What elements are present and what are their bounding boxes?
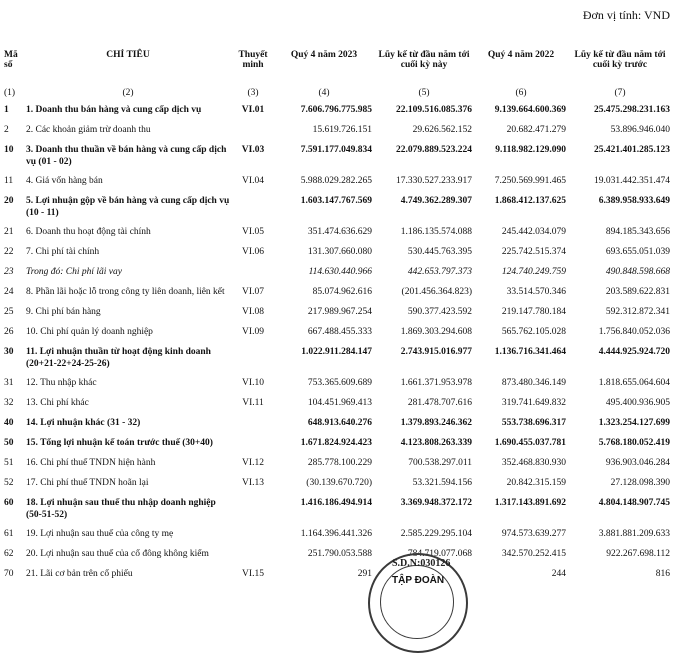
value-q4-2022: 245.442.034.079 [501, 227, 566, 237]
header-luy-ke-2022: Lũy kế từ đầu năm tới cuối kỳ trước [574, 50, 666, 70]
income-statement-table [2, 50, 672, 586]
row-note [232, 415, 274, 435]
row-note [232, 546, 274, 566]
value-luy-ke-2022: 5.768.180.052.419 [598, 438, 670, 448]
value-luy-ke-2023: 1.869.303.294.608 [400, 327, 472, 337]
row-code: 20 [4, 196, 14, 206]
row-label: 6. Doanh thu hoạt động tài chính [26, 227, 151, 237]
row-label: 17. Chi phí thuế TNDN hoãn lại [26, 478, 149, 488]
column-index-row [2, 88, 672, 102]
row-label: 7. Chi phí tài chính [26, 247, 100, 257]
row-note: VI.07 [242, 287, 264, 297]
table-row [2, 566, 672, 586]
column-index: (2) [122, 88, 134, 98]
value-q4-2022: 342.570.252.415 [501, 549, 566, 559]
row-label: 2. Các khoản giảm trừ doanh thu [26, 125, 151, 135]
row-note: VI.08 [242, 307, 264, 317]
row-label: 11. Lợi nhuận thuần từ hoạt động kinh doanh (20+21-22+24-25-26) [26, 347, 211, 369]
value-q4-2023: 104.451.969.413 [307, 398, 372, 408]
row-code: 31 [4, 378, 14, 388]
row-note: VI.11 [242, 398, 264, 408]
value-luy-ke-2022: 6.389.958.933.649 [598, 196, 670, 206]
table-row [2, 475, 672, 495]
value-q4-2023: 648.913.640.276 [307, 418, 372, 428]
seal-company-name: TẬP ĐOÀN [392, 575, 445, 586]
value-q4-2023: 15.619.726.151 [312, 125, 372, 135]
value-luy-ke-2022: 490.848.598.668 [605, 267, 670, 277]
row-label: 1. Doanh thu bán hàng và cung cấp dịch vụ [26, 105, 202, 115]
header-chi-tieu: CHỈ TIÊU [106, 50, 150, 60]
row-note: VI.10 [242, 378, 264, 388]
value-luy-ke-2023: 442.653.797.373 [407, 267, 472, 277]
table-row [2, 244, 672, 264]
row-label: 12. Thu nhập khác [26, 378, 97, 388]
row-code: 70 [4, 569, 14, 579]
table-row [2, 435, 672, 455]
row-code: 2 [4, 125, 9, 135]
value-luy-ke-2022: 25.475.298.231.163 [594, 105, 670, 115]
header-q4-2022: Quý 4 năm 2022 [487, 50, 555, 60]
value-q4-2023: 285.778.100.229 [307, 458, 372, 468]
value-luy-ke-2022: 816 [655, 569, 670, 579]
header-ma-so: Mã số [4, 50, 18, 70]
value-luy-ke-2022: 693.655.051.039 [605, 247, 670, 257]
value-luy-ke-2022: 894.185.343.656 [605, 227, 670, 237]
value-q4-2022: 124.740.249.759 [501, 267, 566, 277]
value-q4-2022: 20.842.315.159 [506, 478, 566, 488]
row-code: 26 [4, 327, 14, 337]
table-row [2, 102, 672, 122]
seal-arc-text: S.D.N:030126 [392, 558, 451, 569]
row-code: 50 [4, 438, 14, 448]
row-code: 10 [4, 145, 14, 155]
row-note [232, 264, 274, 284]
row-note: VI.09 [242, 327, 264, 337]
value-q4-2022: 1.868.412.137.625 [494, 196, 566, 206]
value-q4-2022: 974.573.639.277 [501, 529, 566, 539]
value-luy-ke-2022: 1.323.254.127.699 [598, 418, 670, 428]
table-row [2, 344, 672, 375]
row-label: 16. Chi phí thuế TNDN hiện hành [26, 458, 156, 468]
value-luy-ke-2023: 1.661.371.953.978 [400, 378, 472, 388]
row-code: 40 [4, 418, 14, 428]
row-note: VI.03 [241, 145, 265, 155]
table-row [2, 304, 672, 324]
value-luy-ke-2023: 22.079.889.523.224 [396, 145, 472, 155]
value-luy-ke-2022: 4.804.148.907.745 [598, 498, 670, 508]
value-q4-2022: 9.139.664.600.369 [494, 105, 566, 115]
value-luy-ke-2022: 4.444.925.924.720 [598, 347, 670, 357]
value-luy-ke-2022: 936.903.046.284 [605, 458, 670, 468]
row-note [232, 344, 274, 375]
value-q4-2023: 7.606.796.775.985 [300, 105, 372, 115]
row-code: 30 [4, 347, 14, 357]
table-row [2, 324, 672, 344]
value-q4-2022: 20.682.471.279 [506, 125, 566, 135]
row-code: 60 [4, 498, 14, 508]
row-code: 51 [4, 458, 14, 468]
value-q4-2023: 114.630.440.966 [308, 267, 372, 277]
value-q4-2023: 5.988.029.282.265 [300, 176, 372, 186]
value-q4-2023: 131.307.660.080 [307, 247, 372, 257]
value-luy-ke-2023: 590.377.423.592 [407, 307, 472, 317]
value-q4-2022: 33.514.570.346 [506, 287, 566, 297]
value-luy-ke-2022: 19.031.442.351.474 [594, 176, 670, 186]
value-q4-2023: 85.074.962.616 [312, 287, 372, 297]
value-luy-ke-2023: 2.743.915.016.977 [400, 347, 472, 357]
value-luy-ke-2023: 17.330.527.233.917 [396, 176, 472, 186]
row-label: 21. Lãi cơ bản trên cổ phiếu [26, 569, 133, 579]
table-header [2, 50, 672, 102]
row-code: 61 [4, 529, 14, 539]
row-label: 3. Doanh thu thuần về bán hàng và cung cấp dịch vụ (01 - 02) [26, 145, 227, 167]
row-note: VI.01 [241, 105, 265, 115]
value-q4-2023: 351.474.636.629 [307, 227, 372, 237]
value-luy-ke-2022: 53.896.946.040 [610, 125, 670, 135]
value-q4-2022: 219.147.780.184 [501, 307, 566, 317]
value-luy-ke-2023: 1.186.135.574.088 [400, 227, 472, 237]
value-q4-2023: 251.790.053.588 [307, 549, 372, 559]
row-note: VI.05 [242, 227, 264, 237]
row-code: 23 [4, 267, 14, 277]
value-luy-ke-2023: 3.369.948.372.172 [400, 498, 472, 508]
value-q4-2022: 244 [551, 569, 566, 579]
table-row [2, 526, 672, 546]
value-luy-ke-2022: 495.400.936.905 [605, 398, 670, 408]
row-note: VI.04 [242, 176, 264, 186]
value-luy-ke-2023: 700.538.297.011 [408, 458, 472, 468]
row-code: 1 [4, 105, 9, 115]
row-code: 24 [4, 287, 14, 297]
row-note [232, 526, 274, 546]
value-q4-2022: 1.690.455.037.781 [494, 438, 566, 448]
table-row [2, 395, 672, 415]
table-row [2, 224, 672, 244]
row-note: VI.12 [242, 458, 264, 468]
row-note: VI.13 [242, 478, 264, 488]
value-luy-ke-2023: 29.626.562.152 [412, 125, 472, 135]
value-q4-2023: 667.488.455.333 [307, 327, 372, 337]
table-row [2, 142, 672, 173]
row-code: 52 [4, 478, 14, 488]
row-code: 32 [4, 398, 14, 408]
value-luy-ke-2022: 25.421.401.285.123 [594, 145, 670, 155]
value-luy-ke-2023: 4.749.362.289.307 [400, 196, 472, 206]
row-label: 19. Lợi nhuận sau thuế của công ty mẹ [26, 529, 174, 539]
row-note [232, 193, 274, 224]
value-luy-ke-2023: 281.478.707.616 [407, 398, 472, 408]
column-index: (7) [614, 88, 626, 98]
row-code: 62 [4, 549, 14, 559]
column-index: (1) [4, 88, 16, 98]
table-row [2, 455, 672, 475]
row-label: Trong đó: Chi phí lãi vay [26, 267, 122, 277]
table-row [2, 173, 672, 193]
table-row [2, 546, 672, 566]
row-code: 11 [4, 176, 14, 186]
column-index: (4) [318, 88, 330, 98]
table-row [2, 284, 672, 304]
value-q4-2022: 873.480.346.149 [501, 378, 566, 388]
column-index: (3) [247, 88, 259, 98]
row-note: VI.06 [242, 247, 264, 257]
row-note: VI.15 [242, 569, 264, 579]
row-label: 9. Chi phí bán hàng [26, 307, 101, 317]
table-row [2, 375, 672, 395]
value-q4-2022: 7.250.569.991.465 [494, 176, 566, 186]
value-luy-ke-2022: 1.818.655.064.604 [598, 378, 670, 388]
value-luy-ke-2022: 27.128.098.390 [610, 478, 670, 488]
table-body [2, 102, 672, 586]
row-note [232, 435, 274, 455]
value-q4-2022: 1.317.143.891.692 [494, 498, 566, 508]
value-q4-2022: 225.742.515.374 [501, 247, 566, 257]
row-label: 8. Phần lãi hoặc lỗ trong công ty liên doanh, liên kết [26, 287, 225, 297]
value-luy-ke-2023: 784.719.077.068 [407, 549, 472, 559]
header-q4-2023: Quý 4 năm 2023 [290, 50, 358, 60]
row-note [232, 122, 274, 142]
value-q4-2022: 9.118.982.129.090 [495, 145, 566, 155]
value-q4-2022: 1.136.716.341.464 [494, 347, 566, 357]
value-q4-2023: 291 [357, 569, 372, 579]
value-luy-ke-2023: 2.585.229.295.104 [400, 529, 472, 539]
value-q4-2023: 1.603.147.767.569 [300, 196, 372, 206]
value-q4-2023: 7.591.177.049.834 [300, 145, 372, 155]
row-label: 15. Tổng lợi nhuận kế toán trước thuế (30+40) [26, 438, 213, 448]
table-row [2, 264, 672, 284]
value-q4-2022: 553.738.696.317 [501, 418, 566, 428]
row-code: 25 [4, 307, 14, 317]
row-code: 21 [4, 227, 14, 237]
row-label: 13. Chi phí khác [26, 398, 89, 408]
value-q4-2023: 1.164.396.441.326 [300, 529, 372, 539]
table-row [2, 415, 672, 435]
column-index: (6) [515, 88, 527, 98]
value-q4-2022: 319.741.649.832 [501, 398, 566, 408]
row-code: 22 [4, 247, 14, 257]
row-label: 18. Lợi nhuận sau thuế thu nhập doanh nghiệp (50-51-52) [26, 498, 216, 520]
value-q4-2023: 1.416.186.494.914 [300, 498, 372, 508]
value-q4-2022: 352.468.830.930 [501, 458, 566, 468]
unit-label: Đơn vị tính: VND [582, 8, 670, 22]
value-luy-ke-2022: 1.756.840.052.036 [598, 327, 670, 337]
table-row [2, 193, 672, 224]
value-luy-ke-2022: 922.267.698.112 [606, 549, 670, 559]
table-row [2, 122, 672, 142]
header-luy-ke-2023: Lũy kế từ đầu năm tới cuối kỳ này [378, 50, 470, 70]
value-q4-2023: 1.022.911.284.147 [301, 347, 372, 357]
table-row [2, 495, 672, 526]
value-luy-ke-2023: 22.109.516.085.376 [396, 105, 472, 115]
row-label: 10. Chi phí quản lý doanh nghiệp [26, 327, 153, 337]
value-q4-2023: 753.365.609.689 [307, 378, 372, 388]
value-q4-2023: (30.139.670.720) [306, 478, 372, 488]
value-luy-ke-2023: 4.123.808.263.339 [400, 438, 472, 448]
company-seal [368, 553, 468, 653]
value-q4-2023: 1.671.824.924.423 [300, 438, 372, 448]
value-q4-2022: 565.762.105.028 [501, 327, 566, 337]
row-label: 14. Lợi nhuận khác (31 - 32) [26, 418, 141, 428]
value-luy-ke-2023: 53.321.594.156 [412, 478, 472, 488]
value-luy-ke-2022: 203.589.622.831 [605, 287, 670, 297]
value-luy-ke-2023: 1.379.893.246.362 [400, 418, 472, 428]
value-luy-ke-2023: (201.456.364.823) [401, 287, 472, 297]
value-luy-ke-2023: 530.445.763.395 [407, 247, 472, 257]
column-index: (5) [418, 88, 430, 98]
value-q4-2023: 217.989.967.254 [307, 307, 372, 317]
value-luy-ke-2022: 3.881.881.209.633 [598, 529, 670, 539]
row-label: 20. Lợi nhuận sau thuế của cổ đông không kiểm [26, 549, 209, 559]
value-luy-ke-2022: 592.312.872.341 [605, 307, 670, 317]
row-note [232, 495, 274, 526]
header-thuyet-minh: Thuyết minh [238, 50, 268, 70]
row-label: 5. Lợi nhuận gộp về bán hàng và cung cấp dịch vụ (10 - 11) [26, 196, 230, 218]
row-label: 4. Giá vốn hàng bán [26, 176, 103, 186]
